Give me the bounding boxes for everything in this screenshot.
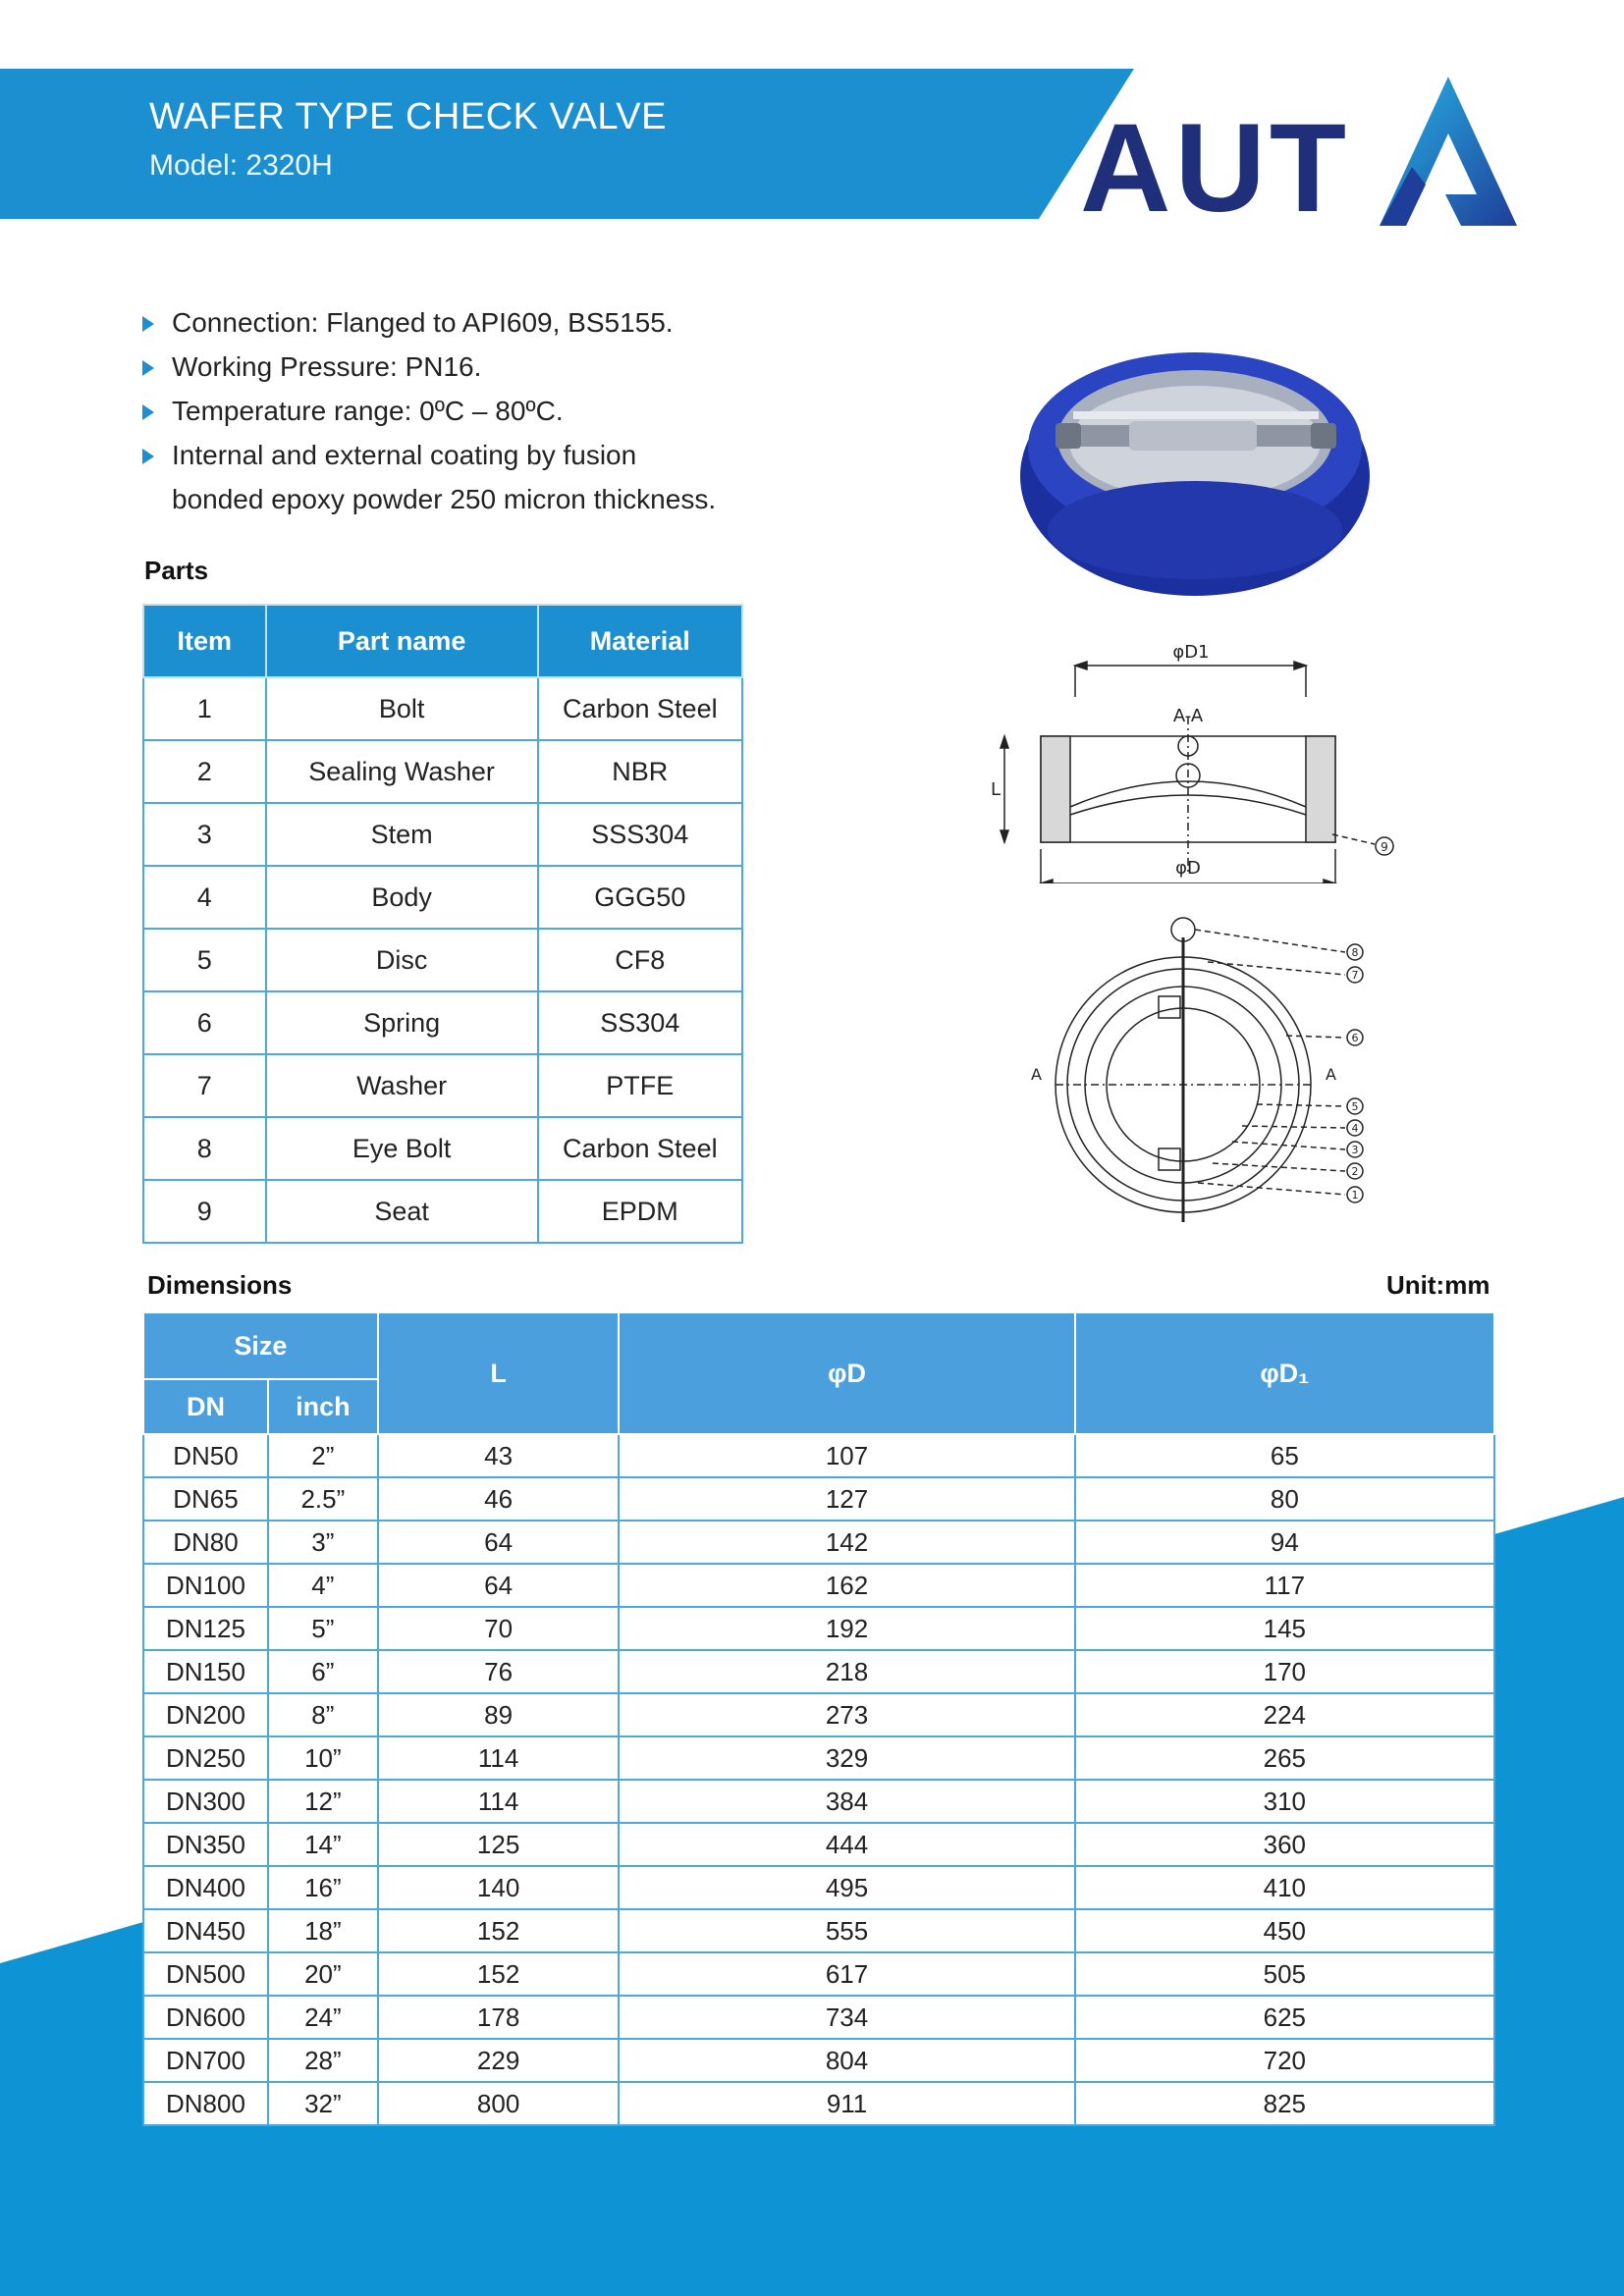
table-header-row: [143, 1312, 1494, 1379]
table-cell: DN400: [143, 1866, 268, 1909]
table-cell: 107: [619, 1434, 1074, 1477]
table-cell: DN125: [143, 1607, 268, 1650]
table-row: [143, 1909, 1494, 1952]
table-cell: 178: [378, 1996, 620, 2039]
callout-label: 1: [1351, 1189, 1359, 1201]
table-header-row: [143, 605, 742, 677]
table-cell: DN200: [143, 1693, 268, 1736]
column-header-phid: φD: [619, 1312, 1074, 1434]
table-cell: 65: [1075, 1434, 1494, 1477]
table-row: [143, 1952, 1494, 1996]
table-row: [143, 740, 742, 803]
table-cell: 3: [143, 803, 266, 866]
label-l: L: [991, 779, 1001, 800]
feature-item: Connection: Flanged to API609, BS5155.: [142, 300, 716, 345]
table-cell: 80: [1075, 1477, 1494, 1521]
table-row: [143, 991, 742, 1054]
table-row: [143, 1477, 1494, 1521]
table-cell: 32”: [268, 2082, 378, 2125]
feature-list: [142, 300, 716, 521]
table-cell: 89: [378, 1693, 620, 1736]
table-cell: 28”: [268, 2039, 378, 2082]
table-row: [143, 803, 742, 866]
table-cell: Eye Bolt: [266, 1117, 538, 1180]
bullet-icon: [142, 316, 154, 332]
column-header-inch: inch: [268, 1379, 378, 1434]
table-cell: 218: [619, 1650, 1074, 1693]
table-row: [143, 929, 742, 991]
table-cell: 20”: [268, 1952, 378, 1996]
table-cell: 6: [143, 991, 266, 1054]
table-cell: 5”: [268, 1607, 378, 1650]
table-cell: Body: [266, 866, 538, 929]
unit-label: Unit:mm: [1386, 1270, 1490, 1300]
table-cell: 117: [1075, 1564, 1494, 1607]
table-cell: 911: [619, 2082, 1074, 2125]
table-cell: PTFE: [538, 1054, 742, 1117]
table-cell: 625: [1075, 1996, 1494, 2039]
table-cell: DN350: [143, 1823, 268, 1866]
column-header-phid1: φD₁: [1075, 1312, 1494, 1434]
table-row: [143, 1117, 742, 1180]
table-cell: 192: [619, 1607, 1074, 1650]
label-phi-d1: φD1: [1172, 642, 1210, 663]
bullet-icon: [142, 360, 154, 376]
table-cell: DN450: [143, 1909, 268, 1952]
dimensions-label: Dimensions: [147, 1270, 293, 1300]
table-cell: 555: [619, 1909, 1074, 1952]
table-row: [143, 1180, 742, 1243]
table-cell: 804: [619, 2039, 1074, 2082]
table-cell: 4”: [268, 1564, 378, 1607]
table-cell: 273: [619, 1693, 1074, 1736]
table-cell: DN500: [143, 1952, 268, 1996]
feature-item: Internal and external coating by fusion bonded epoxy powder 250 micron thickness.: [142, 433, 716, 521]
callout-label: 4: [1351, 1122, 1359, 1135]
table-cell: GGG50: [538, 866, 742, 929]
callout-label: 8: [1351, 946, 1359, 959]
table-cell: 43: [378, 1434, 620, 1477]
table-cell: DN700: [143, 2039, 268, 2082]
table-cell: 229: [378, 2039, 620, 2082]
table-cell: 46: [378, 1477, 620, 1521]
table-cell: DN800: [143, 2082, 268, 2125]
table-cell: Sealing Washer: [266, 740, 538, 803]
table-cell: SSS304: [538, 803, 742, 866]
column-header: Item: [143, 605, 266, 677]
table-cell: 170: [1075, 1650, 1494, 1693]
table-row: [143, 1693, 1494, 1736]
table-cell: Spring: [266, 991, 538, 1054]
table-row: [143, 1823, 1494, 1866]
table-cell: DN65: [143, 1477, 268, 1521]
table-cell: 140: [378, 1866, 620, 1909]
table-cell: 505: [1075, 1952, 1494, 1996]
table-cell: 70: [378, 1607, 620, 1650]
table-cell: 12”: [268, 1780, 378, 1823]
column-header-dn: DN: [143, 1379, 268, 1434]
table-cell: Carbon Steel: [538, 1117, 742, 1180]
table-cell: 734: [619, 1996, 1074, 2039]
table-row: [143, 1996, 1494, 2039]
table-cell: Disc: [266, 929, 538, 991]
callout-label: 7: [1351, 969, 1359, 982]
table-cell: 2.5”: [268, 1477, 378, 1521]
table-cell: Carbon Steel: [538, 677, 742, 740]
table-cell: 152: [378, 1909, 620, 1952]
table-cell: 825: [1075, 2082, 1494, 2125]
table-cell: 265: [1075, 1736, 1494, 1780]
callout-label: 2: [1351, 1165, 1359, 1178]
table-cell: 125: [378, 1823, 620, 1866]
bullet-icon: [142, 404, 154, 420]
table-cell: 7: [143, 1054, 266, 1117]
table-row: [143, 677, 742, 740]
table-cell: 617: [619, 1952, 1074, 1996]
column-header: Material: [538, 605, 742, 677]
parts-label: Parts: [144, 556, 209, 585]
table-cell: 310: [1075, 1780, 1494, 1823]
table-cell: 18”: [268, 1909, 378, 1952]
table-cell: 800: [378, 2082, 620, 2125]
table-cell: EPDM: [538, 1180, 742, 1243]
table-cell: Stem: [266, 803, 538, 866]
table-cell: 162: [619, 1564, 1074, 1607]
table-row: [143, 1650, 1494, 1693]
column-header-size: Size: [143, 1312, 378, 1379]
valve-photo: [1016, 329, 1375, 604]
company-logo: [1080, 69, 1532, 240]
table-cell: 64: [378, 1564, 620, 1607]
table-cell: DN100: [143, 1564, 268, 1607]
logo-text: AUT: [1080, 98, 1351, 239]
table-cell: 6”: [268, 1650, 378, 1693]
logo-triangle-icon: [1375, 69, 1522, 240]
table-cell: 24”: [268, 1996, 378, 2039]
table-cell: DN250: [143, 1736, 268, 1780]
table-cell: 2: [143, 740, 266, 803]
table-cell: 9: [143, 1180, 266, 1243]
table-cell: 114: [378, 1736, 620, 1780]
table-cell: DN50: [143, 1434, 268, 1477]
table-row: [143, 1564, 1494, 1607]
table-cell: 152: [378, 1952, 620, 1996]
table-cell: 16”: [268, 1866, 378, 1909]
table-cell: DN300: [143, 1780, 268, 1823]
table-cell: DN600: [143, 1996, 268, 2039]
table-cell: Seat: [266, 1180, 538, 1243]
table-cell: NBR: [538, 740, 742, 803]
table-cell: 8: [143, 1117, 266, 1180]
table-row: [143, 1521, 1494, 1564]
label-section: A-A: [1172, 706, 1204, 726]
feature-item: Temperature range: 0ºC – 80ºC.: [142, 389, 716, 433]
dimensions-table: [142, 1311, 1495, 2126]
label-section-right: A: [1326, 1065, 1336, 1084]
page-title: WAFER TYPE CHECK VALVE: [149, 96, 667, 137]
table-row: [143, 2082, 1494, 2125]
table-row: [143, 1780, 1494, 1823]
table-cell: 114: [378, 1780, 620, 1823]
callout-label: 9: [1380, 840, 1388, 854]
parts-table: [142, 604, 743, 1244]
table-cell: 720: [1075, 2039, 1494, 2082]
table-cell: DN150: [143, 1650, 268, 1693]
table-cell: 2”: [268, 1434, 378, 1477]
table-cell: 495: [619, 1866, 1074, 1909]
table-row: [143, 1866, 1494, 1909]
table-cell: 360: [1075, 1823, 1494, 1866]
table-cell: Washer: [266, 1054, 538, 1117]
table-row: [143, 1607, 1494, 1650]
table-cell: 410: [1075, 1866, 1494, 1909]
table-row: [143, 1054, 742, 1117]
table-cell: 64: [378, 1521, 620, 1564]
model-number: Model: 2320H: [149, 149, 333, 182]
label-section-left: A: [1031, 1065, 1042, 1084]
table-cell: 4: [143, 866, 266, 929]
table-row: [143, 1434, 1494, 1477]
bullet-icon: [142, 449, 154, 464]
section-drawing: [977, 638, 1409, 883]
table-cell: 450: [1075, 1909, 1494, 1952]
table-cell: 1: [143, 677, 266, 740]
table-cell: 444: [619, 1823, 1074, 1866]
table-cell: 384: [619, 1780, 1074, 1823]
column-header: Part name: [266, 605, 538, 677]
table-cell: 329: [619, 1736, 1074, 1780]
table-cell: Bolt: [266, 677, 538, 740]
table-cell: SS304: [538, 991, 742, 1054]
table-row: [143, 2039, 1494, 2082]
table-cell: DN80: [143, 1521, 268, 1564]
callout-label: 6: [1351, 1032, 1359, 1044]
table-cell: 127: [619, 1477, 1074, 1521]
table-cell: 5: [143, 929, 266, 991]
table-row: [143, 1736, 1494, 1780]
callout-label: 5: [1351, 1100, 1359, 1113]
table-cell: 8”: [268, 1693, 378, 1736]
table-cell: CF8: [538, 929, 742, 991]
table-cell: 94: [1075, 1521, 1494, 1564]
table-cell: 76: [378, 1650, 620, 1693]
table-cell: 14”: [268, 1823, 378, 1866]
front-view-drawing: [1011, 908, 1404, 1222]
feature-item: Working Pressure: PN16.: [142, 345, 716, 389]
table-cell: 224: [1075, 1693, 1494, 1736]
table-cell: 10”: [268, 1736, 378, 1780]
table-row: [143, 866, 742, 929]
table-cell: 142: [619, 1521, 1074, 1564]
label-phi-d: φD: [1175, 858, 1201, 879]
callout-label: 3: [1351, 1144, 1359, 1156]
table-cell: 3”: [268, 1521, 378, 1564]
column-header-l: L: [378, 1312, 620, 1434]
table-cell: 145: [1075, 1607, 1494, 1650]
